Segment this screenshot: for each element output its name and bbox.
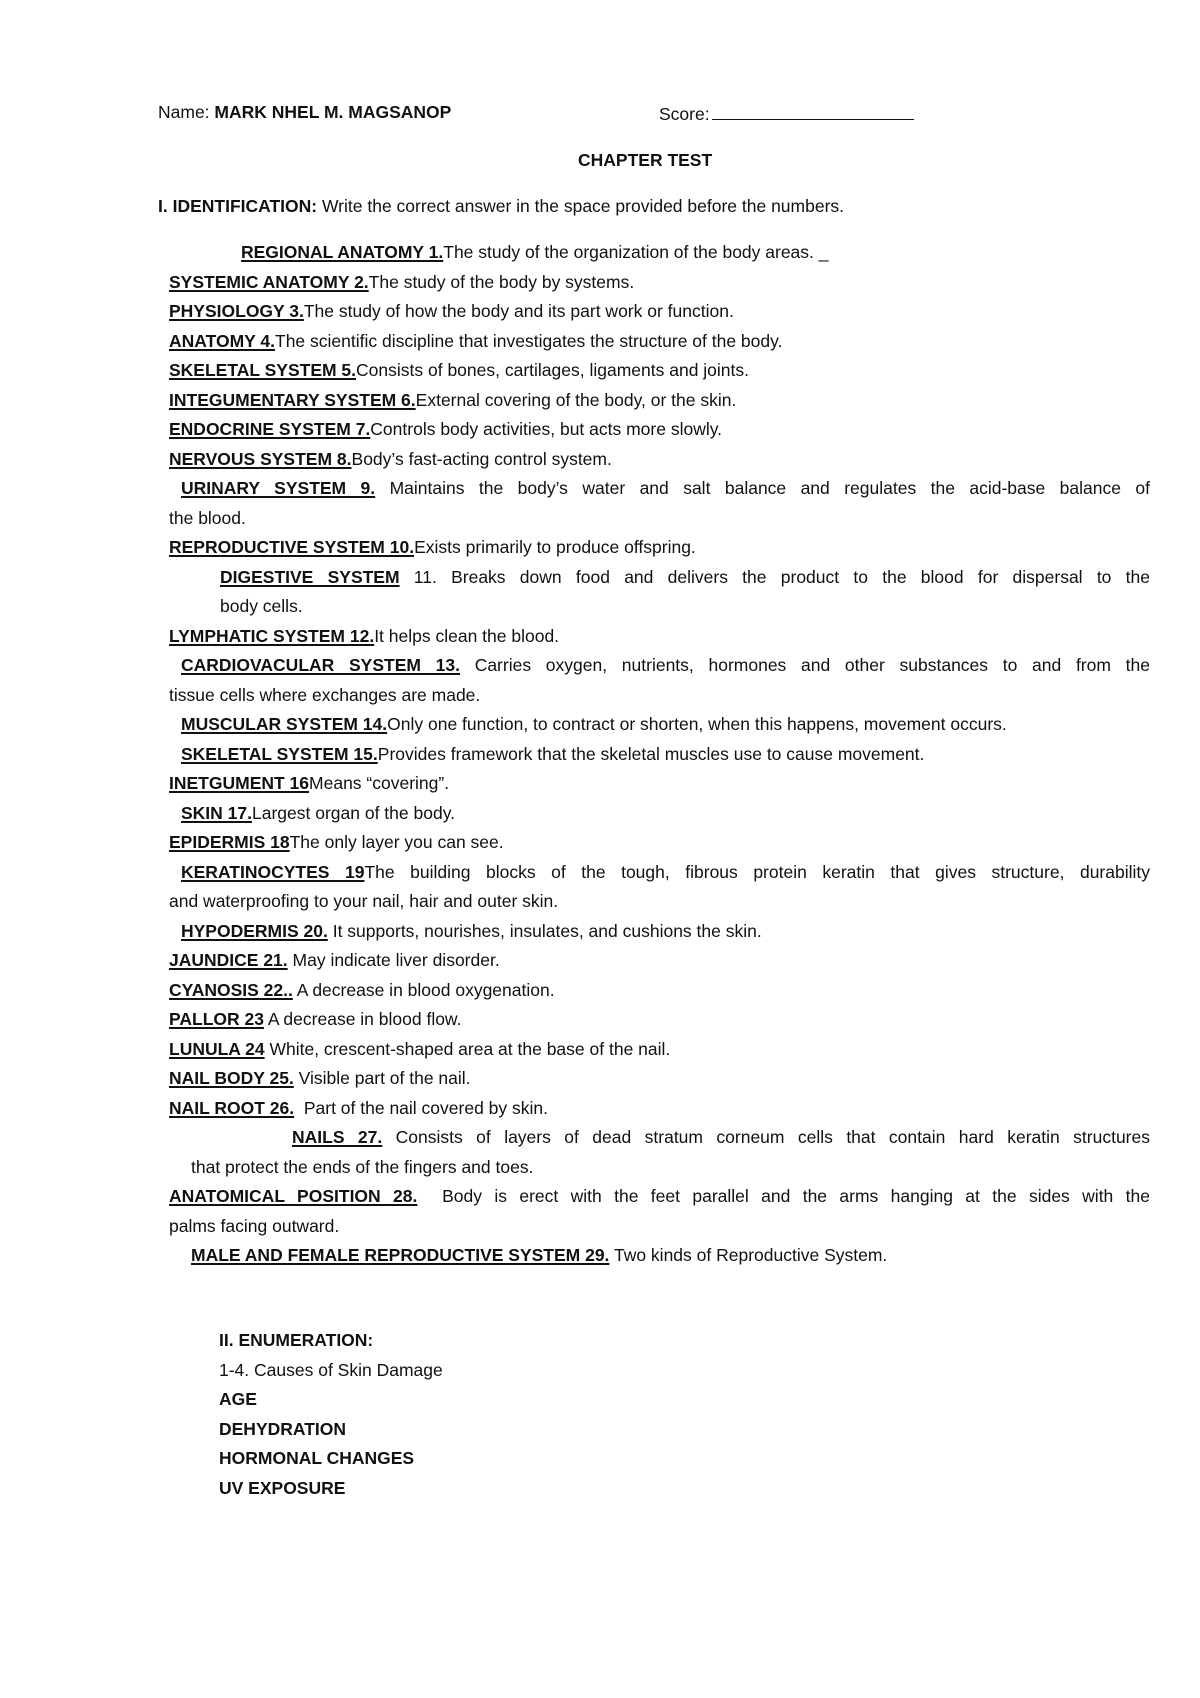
item-definition: The only layer you can see. [289,832,504,852]
item-definition: Means “covering”. [309,773,450,793]
identification-item [169,1038,670,1060]
identification-item [181,654,1150,676]
identification-item [169,359,749,381]
item-answer: ENDOCRINE SYSTEM 7. [169,419,371,439]
item-definition: External covering of the body, or the skin. [415,390,737,410]
item-answer: SKIN 17. [181,803,252,823]
item-answer: KERATINOCYTES 19 [181,862,365,882]
identification-item [169,1067,471,1089]
item-answer: CARDIOVACULAR SYSTEM 13. [181,655,460,675]
item-definition: Only one function, to contract or shorten, when this happens, movement occurs. [387,714,1007,734]
item-definition-continued: tissue cells where exchanges are made. [169,685,481,705]
identification-item [169,300,734,322]
item-definition: Two kinds of Reproductive System. [609,1245,888,1265]
item-answer: INETGUMENT 16 [169,773,310,793]
item-definition-continued: and waterproofing to your nail, hair and outer skin. [169,891,559,911]
item-answer: INTEGUMENTARY SYSTEM 6. [169,390,416,410]
item-definition: Body’s fast-acting control system. [351,449,612,469]
item-definition-continued: the blood. [169,508,246,528]
item-definition: Largest organ of the body. [252,803,456,823]
item-definition: The study of the organization of the body areas. _ [443,242,829,262]
enumeration-answer: DEHYDRATION [219,1419,347,1439]
item-definition: 11. Breaks down food and delivers the product to the blood for dispersal to the [399,567,1150,587]
name-line [158,101,451,123]
item-definition: The study of the body by systems. [368,272,635,292]
enumeration-subheading: 1-4. Causes of Skin Damage [219,1360,443,1380]
item-answer: NAIL ROOT 26. [169,1098,295,1118]
item-answer: URINARY SYSTEM 9. [181,478,376,498]
item-answer: ANATOMY 4. [169,331,275,351]
student-name: MARK NHEL M. MAGSANOP [214,102,452,122]
identification-item [181,920,762,942]
item-answer: MALE AND FEMALE REPRODUCTIVE SYSTEM 29. [191,1245,610,1265]
item-definition: It helps clean the blood. [374,626,560,646]
identification-item [169,389,736,411]
item-answer: NAILS 27. [292,1127,383,1147]
identification-item [220,566,1150,588]
item-definition: May indicate liver disorder. [287,950,500,970]
identification-item [181,477,1150,499]
identification-item [169,1008,461,1030]
item-definition: Provides framework that the skeletal muscles use to cause movement. [377,744,925,764]
item-definition: The scientific discipline that investigates the structure of the body. [275,331,783,351]
item-answer: LUNULA 24 [169,1039,265,1059]
enumeration-answer: HORMONAL CHANGES [219,1448,415,1468]
identification-item [169,271,634,293]
item-answer: JAUNDICE 21. [169,950,288,970]
item-answer: PHYSIOLOGY 3. [169,301,304,321]
identification-item [241,241,829,263]
item-answer: SKELETAL SYSTEM 15. [181,744,378,764]
item-definition: A decrease in blood flow. [263,1009,462,1029]
identification-item [169,448,612,470]
identification-item [169,831,504,853]
page-title: CHAPTER TEST [578,150,713,170]
item-definition-continued: body cells. [220,596,303,616]
item-answer: NERVOUS SYSTEM 8. [169,449,352,469]
identification-item [169,772,449,794]
item-definition: Visible part of the nail. [293,1068,471,1088]
item-definition-continued: that protect the ends of the fingers and toes. [191,1157,534,1177]
section-identification-heading: I. IDENTIFICATION: [158,196,318,216]
item-answer: SYSTEMIC ANATOMY 2. [169,272,369,292]
item-definition: Body is erect with the feet parallel and the arms hanging at the sides with the [417,1186,1150,1206]
identification-item [169,330,782,352]
item-answer: HYPODERMIS 20. [181,921,328,941]
item-answer: REGIONAL ANATOMY 1. [241,242,444,262]
item-definition: The study of how the body and its part work or function. [303,301,734,321]
identification-item [169,1097,548,1119]
name-label: Name: [158,102,210,122]
item-answer: PALLOR 23 [169,1009,264,1029]
item-definition: Maintains the body’s water and salt balance and regulates the acid-base balance of [375,478,1150,498]
enumeration-answer: AGE [219,1389,257,1409]
item-definition: Carries oxygen, nutrients, hormones and other substances to and from the [459,655,1150,675]
item-definition: The building blocks of the tough, fibrous protein keratin that gives structure, durability [364,862,1150,882]
identification-item [169,1185,1150,1207]
section-identification-header [158,195,844,217]
section-enumeration-heading: II. ENUMERATION: [219,1330,374,1350]
identification-item [169,418,722,440]
item-answer: EPIDERMIS 18 [169,832,290,852]
item-definition: Consists of layers of dead stratum corneum cells that contain hard keratin structures [382,1127,1150,1147]
item-answer: ANATOMICAL POSITION 28. [169,1186,418,1206]
section-identification-instruction: Write the correct answer in the space provided before the numbers. [321,196,845,216]
identification-item [181,743,924,765]
item-answer: NAIL BODY 25. [169,1068,294,1088]
identification-item [169,979,555,1001]
enumeration-answer: UV EXPOSURE [219,1478,346,1498]
item-definition: Part of the nail covered by skin. [294,1098,549,1118]
identification-item [169,949,500,971]
item-definition-continued: palms facing outward. [169,1216,340,1236]
item-definition: It supports, nourishes, insulates, and cushions the skin. [327,921,762,941]
identification-item [181,861,1150,883]
item-answer: REPRODUCTIVE SYSTEM 10. [169,537,415,557]
item-definition: A decrease in blood oxygenation. [292,980,555,1000]
identification-item [292,1126,1150,1148]
item-definition: Consists of bones, cartilages, ligaments and joints. [356,360,750,380]
item-definition: White, crescent-shaped area at the base of the nail. [264,1039,671,1059]
item-answer: DIGESTIVE SYSTEM [220,567,400,587]
identification-item [169,536,696,558]
item-definition: Exists primarily to produce offspring. [414,537,696,557]
identification-item [169,625,559,647]
identification-item [191,1244,887,1266]
score-line [659,101,914,125]
item-answer: LYMPHATIC SYSTEM 12. [169,626,375,646]
item-answer: SKELETAL SYSTEM 5. [169,360,357,380]
identification-item [181,802,455,824]
identification-item [181,713,1007,735]
item-definition: Controls body activities, but acts more slowly. [370,419,723,439]
score-label: Score: [659,104,710,124]
item-answer: CYANOSIS 22.. [169,980,293,1000]
item-answer: MUSCULAR SYSTEM 14. [181,714,388,734]
score-blank [712,101,914,120]
